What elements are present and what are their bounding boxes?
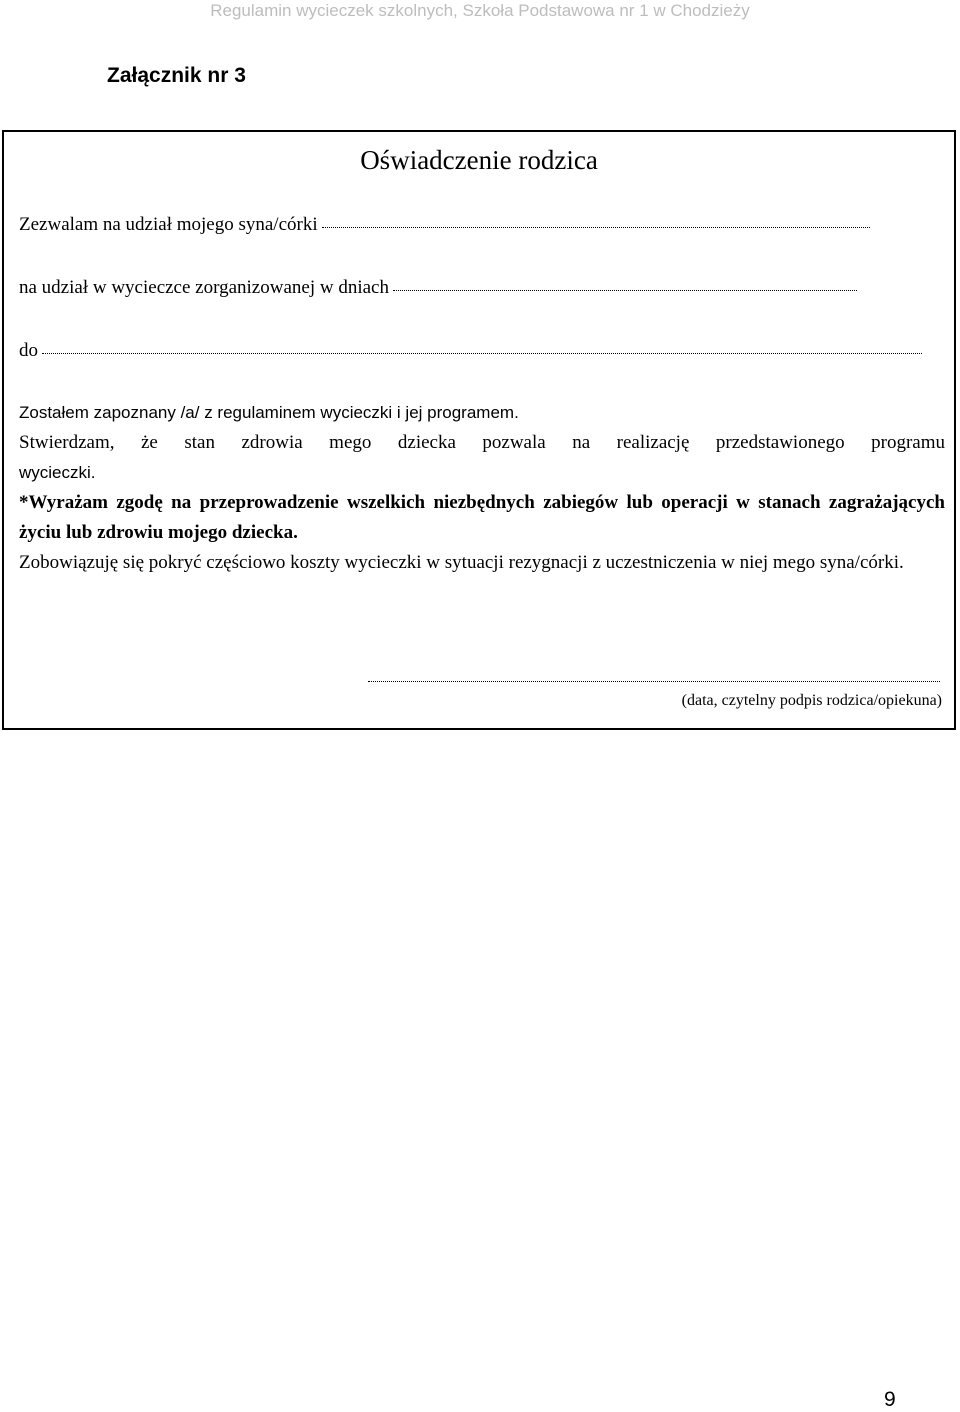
signature-blank	[368, 680, 940, 682]
health-declaration: Stwierdzam, że stan zdrowia mego dziecka pozwala na realizację przedstawionego programu	[19, 432, 945, 453]
medical-consent: *Wyrażam zgodę na przeprowadzenie wszelkich niezbędnych zabiegów lub operacji w stanach zagrażających życiu lub zdrowiu mojego dziecka.	[19, 492, 945, 543]
running-header: Regulamin wycieczek szkolnych, Szkoła Podstawowa nr 1 w Chodzieży	[210, 1, 750, 20]
child-name-line	[19, 214, 870, 236]
trip-destination-line	[19, 340, 922, 362]
health-declaration-end: wycieczki.	[19, 463, 96, 482]
trip-dates-blank	[393, 289, 857, 291]
statement-body	[19, 398, 945, 578]
cost-obligation: Zobowiązuję się pokryć częściowo koszty wycieczki w sytuacji rezygnacji z uczestniczenia w niej mego syna/córki.	[19, 552, 904, 573]
parent-statement-box	[2, 130, 956, 730]
trip-dates-line	[19, 277, 857, 299]
attachment-label: Załącznik nr 3	[107, 64, 246, 87]
trip-dates-label: na udział w wycieczce zorganizowanej w dniach	[19, 277, 389, 298]
child-name-blank	[322, 226, 870, 228]
child-name-label: Zezwalam na udział mojego syna/córki	[19, 214, 318, 235]
trip-destination-label: do	[19, 340, 38, 361]
trip-destination-blank	[42, 352, 922, 354]
rules-acknowledgement: Zostałem zapoznany /a/ z regulaminem wycieczki i jej programem.	[19, 403, 519, 422]
statement-title: Oświadczenie rodzica	[360, 145, 598, 175]
signature-caption: (data, czytelny podpis rodzica/opiekuna)	[681, 692, 942, 709]
page-number: 9	[884, 1388, 896, 1411]
